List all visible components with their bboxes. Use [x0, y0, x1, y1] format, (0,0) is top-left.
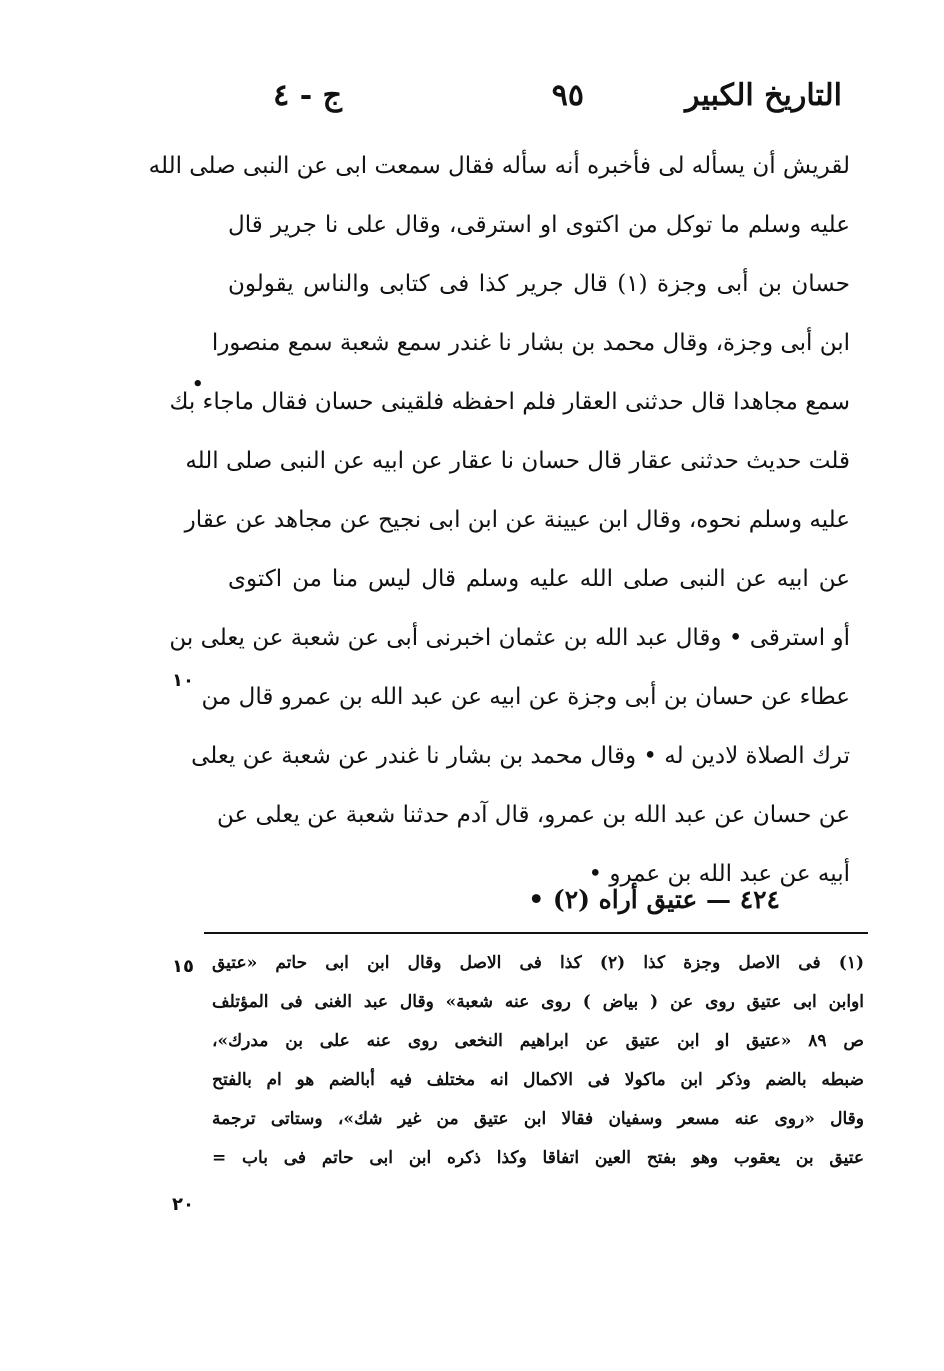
- line-number-10: ١٠: [172, 670, 194, 691]
- footnote-line: ضبطه بالضم وذكر ابن ماكولا فى الاكمال انه مختلف فيه أبالضم هو ام بالفتح: [212, 1070, 864, 1090]
- footnotes: [212, 944, 864, 1178]
- line-number-20: ٢٠: [172, 1194, 194, 1215]
- text-line: أو استرقى • وقال عبد الله بن عثمان اخبرنى أبى عن شعبة عن يعلى بن: [169, 625, 850, 651]
- text-line: عن ابيه عن النبى صلى الله عليه وسلم قال ليس منا من اكتوى: [228, 566, 850, 592]
- text-line: عليه وسلم ما توكل من اكتوى او استرقى، وقال على نا جرير قال: [228, 212, 850, 238]
- text-line: ترك الصلاة لادين له • وقال محمد بن بشار نا غندر عن شعبة عن يعلى: [191, 743, 850, 769]
- text-line: عطاء عن حسان بن أبى وجزة عن ابيه عن عبد الله بن عمرو قال من: [201, 684, 850, 710]
- footnote-line: ص ٨٩ «عتيق او ابن عتيق عن ابراهيم النخعى روى عنه على بن مدرك»،: [212, 1031, 864, 1051]
- footnote-rule: [204, 932, 868, 934]
- page-number: ٩٥: [551, 78, 584, 113]
- text-line: أبيه عن عبد الله بن عمرو •: [588, 861, 850, 887]
- text-line: عليه وسلم نحوه، وقال ابن عيينة عن ابن ابى نجيح عن مجاهد عن عقار: [184, 507, 850, 533]
- line-number-marker: •: [192, 374, 204, 395]
- text-line: سمع مجاهدا قال حدثنى العقار فلم احفظه فلقينى حسان فقال ماجاء بك: [169, 389, 850, 415]
- text-line: قلت حديث حدثنى عقار قال حسان نا عقار عن ابيه عن النبى صلى الله: [185, 448, 850, 474]
- volume-label: ج - ٤: [273, 78, 342, 113]
- book-title: التاريخ الكبير: [684, 78, 842, 113]
- text-line: عن حسان عن عبد الله بن عمرو، قال آدم حدثنا شعبة عن يعلى عن: [217, 802, 850, 828]
- footnote-line: عتيق بن يعقوب وهو بفتح العين اتفاقا وكذا ذكره ابن ابى حاتم فى باب =: [212, 1148, 864, 1168]
- line-number-15: ١٥: [172, 956, 194, 977]
- page-header: [250, 78, 842, 128]
- text-line: ابن أبى وجزة، وقال محمد بن بشار نا غندر سمع شعبة سمع منصورا: [211, 330, 850, 356]
- entry-heading: ٤٢٤ — عتيق أراه (٢) •: [528, 885, 780, 914]
- footnote-line: (١) فى الاصل وجزة كذا (٢) كذا فى الاصل وقال ابن ابى حاتم «عتيق: [212, 953, 865, 973]
- text-line: حسان بن أبى وجزة (١) قال جرير كذا فى كتابى والناس يقولون: [228, 271, 851, 297]
- footnote-line: وقال «روى عنه مسعر وسفيان فقالا ابن عتيق من غير شك»، وستاتى ترجمة: [212, 1109, 864, 1129]
- footnote-line: اوابن ابى عتيق روى عن ( بياض ) روى عنه شعبة» وقال عبد الغنى فى المؤتلف: [212, 992, 864, 1012]
- text-line: لقريش أن يسأله لى فأخبره أنه سأله فقال سمعت ابى عن النبى صلى الله: [148, 153, 850, 179]
